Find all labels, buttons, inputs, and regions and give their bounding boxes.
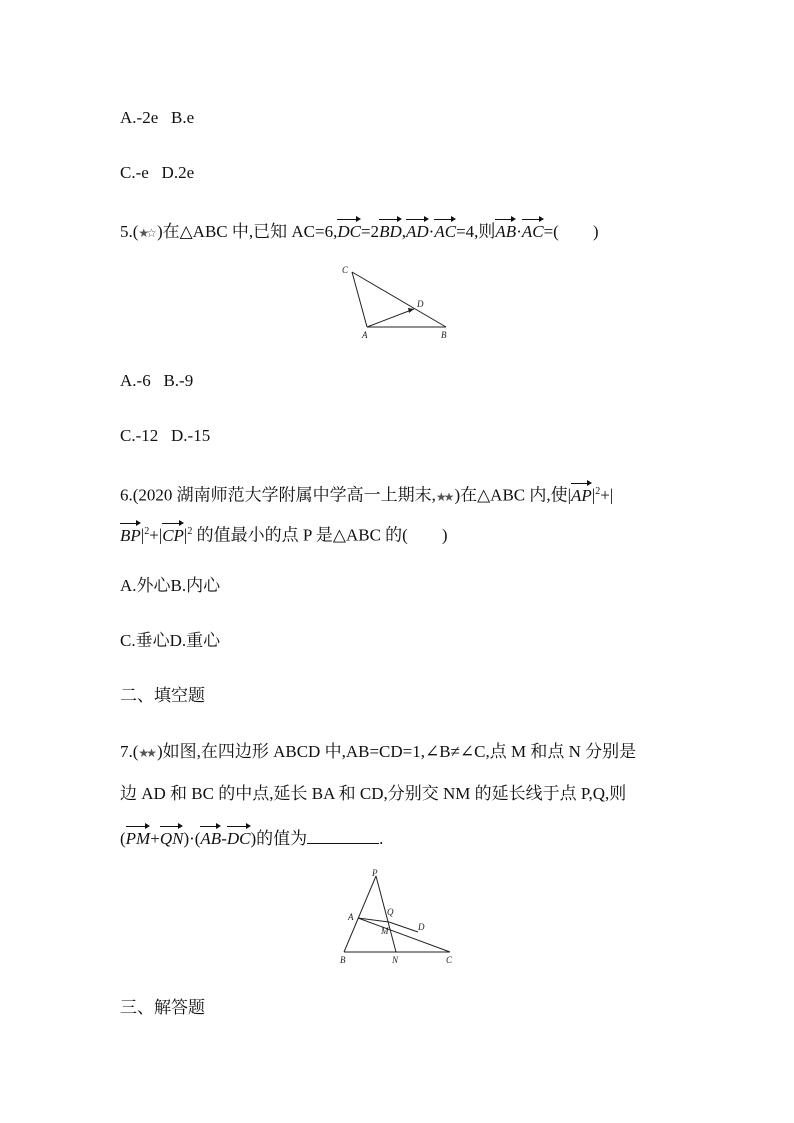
q5-triangle-figure	[336, 262, 456, 342]
section-answer-heading: 三、解答题	[120, 998, 205, 1017]
vector-dc: DC	[337, 217, 361, 244]
vector-ac-2: AC	[522, 217, 544, 244]
q7-stem-line3: (PM+QN)·(AB-DC)的值为 .	[120, 824, 383, 851]
fig-label-d: D	[418, 922, 425, 932]
vector-ad: AD	[406, 217, 429, 244]
q6-options-cd: C.垂心D.重心	[120, 631, 221, 650]
vector-qn: QN	[160, 824, 184, 851]
q7-stem-line2: 边 AD 和 BC 的中点,延长 BA 和 CD,分别交 NM 的延长线于点 P,Q,则	[120, 784, 627, 803]
q4-options-cd	[120, 161, 194, 185]
fig-label-d: D	[417, 299, 424, 309]
fig-label-b: B	[441, 330, 447, 340]
q7-stem-line1: 7.(★★ )如图,在四边形 ABCD 中,AB=CD=1,∠B≠∠C,点 M 和点 N 分别是	[120, 742, 637, 761]
fig-label-q: Q	[387, 907, 394, 917]
fig-label-c: C	[446, 955, 453, 965]
vector-ac: AC	[434, 217, 456, 244]
vector-pm: PM	[126, 824, 151, 851]
vector-ab: AB	[495, 217, 516, 244]
q5-options-ab: A.-6 B.-9	[120, 371, 194, 390]
difficulty-stars-icon: ★★	[138, 746, 154, 760]
fig-label-b: B	[340, 955, 346, 965]
q5-stem: 5.(★☆ )在△ABC 中,已知 AC=6,DC=2BD,AD·AC=4,则AB·AC=( )	[120, 217, 599, 245]
q5-options-cd: C.-12 D.-15	[120, 426, 211, 445]
vector-dc: DC	[227, 824, 251, 851]
answer-blank[interactable]	[307, 827, 379, 844]
vector-ab: AB	[200, 824, 221, 851]
vector-cp: CP	[162, 521, 184, 548]
vector-bp: BP	[120, 521, 141, 548]
q6-stem-line1: 6.(2020 湖南师范大学附属中学高一上期末,★★ )在△ABC 内,使$|AP|^2+|$	[120, 480, 613, 509]
fig-label-p: P	[372, 868, 378, 878]
fig-label-a: A	[348, 912, 354, 922]
vector-ap: AP	[571, 481, 592, 508]
section-fill-in-heading: 二、填空题	[120, 686, 205, 705]
fig-label-n: N	[392, 955, 399, 965]
q6-stem-line2: $BP|^2+|CP|^2$ 的值最小的点 P 是△ABC 的( )	[120, 520, 448, 548]
q4-options-ab	[120, 106, 194, 130]
difficulty-stars-icon: ★★	[435, 489, 452, 504]
fig-label-a: A	[362, 330, 368, 340]
option-a: A.-2e	[120, 108, 159, 127]
difficulty-stars-icon: ★☆	[138, 226, 154, 240]
q7-quadrilateral-figure	[332, 868, 462, 968]
fig-label-m: M	[381, 926, 389, 936]
option-b: B.e	[170, 108, 195, 127]
option-d: D.2e	[161, 163, 195, 182]
vector-bd: BD	[379, 217, 402, 244]
fig-label-c: C	[342, 265, 349, 275]
q6-options-ab: A.外心B.内心	[120, 576, 221, 595]
option-c: C.-e	[120, 163, 149, 182]
